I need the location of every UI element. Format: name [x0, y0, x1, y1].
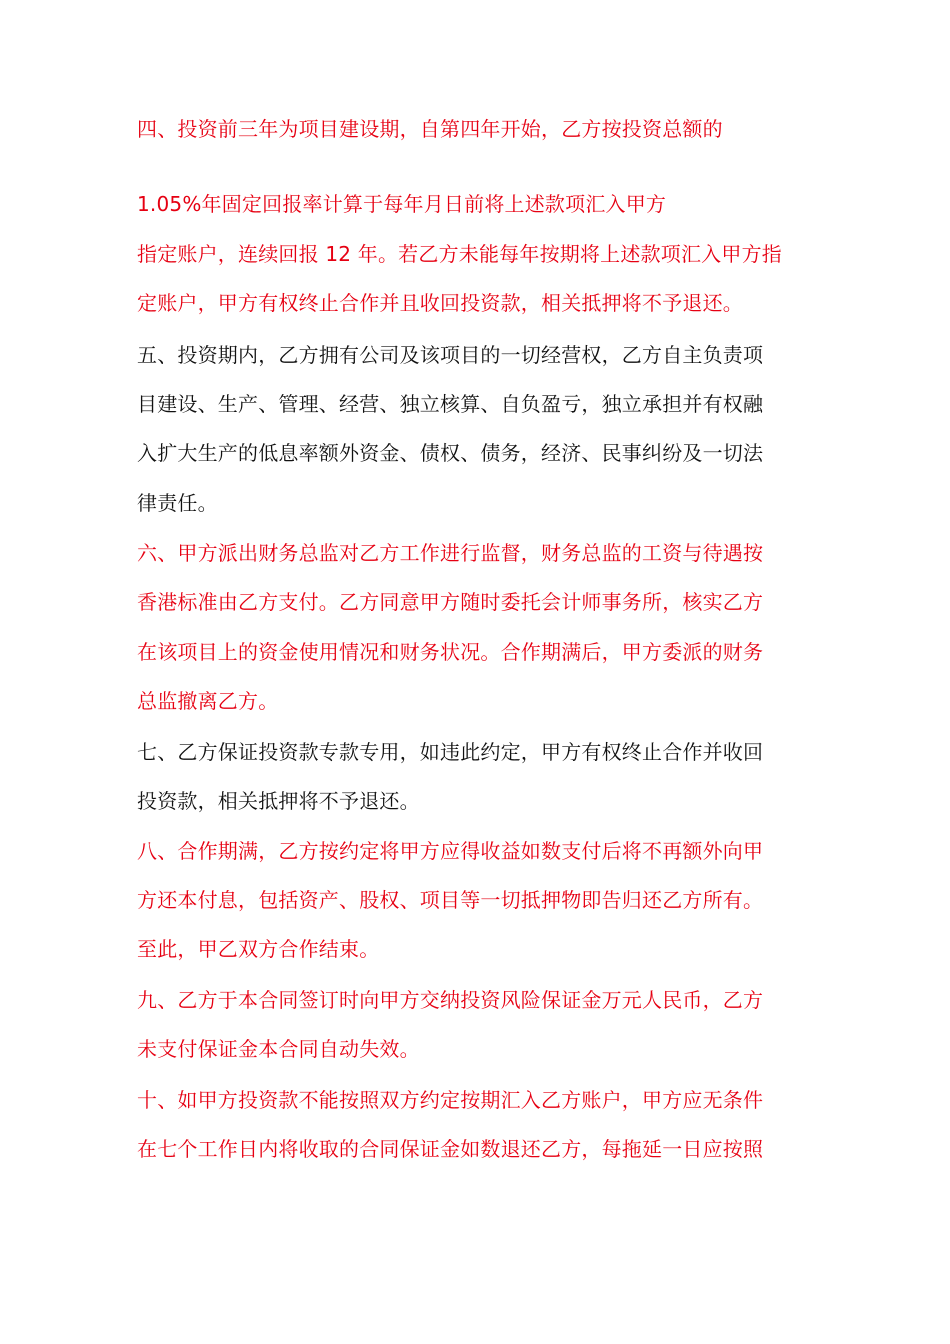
- clause-6-line-3: 在该项目上的资金使用情况和财务状况。合作期满后，甲方委派的财务: [137, 640, 764, 664]
- clause-5-line-2: 目建设、生产、管理、经营、独立核算、自负盈亏，独立承担并有权融: [137, 392, 764, 416]
- clause-8-line-1: 八、合作期满，乙方按约定将甲方应得收益如数支付后将不再额外向甲: [137, 839, 764, 863]
- clause-5-line-4: 律责任。: [137, 491, 218, 515]
- clause-8-line-3: 至此，甲乙双方合作结束。: [137, 937, 380, 961]
- clause-4-line-3: 指定账户，连续回报 12 年。若乙方未能每年按期将上述款项汇入甲方指: [137, 242, 782, 266]
- clause-8-line-2: 方还本付息，包括资产、股权、项目等一切抵押物即告归还乙方所有。: [137, 888, 764, 912]
- clause-6-line-1: 六、甲方派出财务总监对乙方工作进行监督，财务总监的工资与待遇按: [137, 541, 764, 565]
- clause-9-line-1: 九、乙方于本合同签订时向甲方交纳投资风险保证金万元人民币，乙方: [137, 988, 764, 1012]
- clause-7-line-1: 七、乙方保证投资款专款专用，如违此约定，甲方有权终止合作并收回: [137, 740, 764, 764]
- clause-4-line-2: 1.05%年固定回报率计算于每年月日前将上述款项汇入甲方: [137, 192, 667, 216]
- clause-9-line-2: 未支付保证金本合同自动失效。: [137, 1037, 420, 1061]
- clause-6-line-4: 总监撤离乙方。: [137, 689, 279, 713]
- clause-5-line-3: 入扩大生产的低息率额外资金、债权、债务，经济、民事纠纷及一切法: [137, 441, 764, 465]
- clause-4-line-4: 定账户，甲方有权终止合作并且收回投资款，相关抵押将不予退还。: [137, 291, 743, 315]
- clause-6-line-2: 香港标准由乙方支付。乙方同意甲方随时委托会计师事务所，核实乙方: [137, 590, 764, 614]
- clause-10-line-1: 十、如甲方投资款不能按照双方约定按期汇入乙方账户，甲方应无条件: [137, 1088, 764, 1112]
- clause-4-line-1: 四、投资前三年为项目建设期，自第四年开始，乙方按投资总额的: [137, 117, 723, 141]
- clause-7-line-2: 投资款，相关抵押将不予退还。: [137, 789, 420, 813]
- clause-10-line-2: 在七个工作日内将收取的合同保证金如数退还乙方，每拖延一日应按照: [137, 1137, 764, 1161]
- clause-5-line-1: 五、投资期内，乙方拥有公司及该项目的一切经营权，乙方自主负责项: [137, 343, 764, 367]
